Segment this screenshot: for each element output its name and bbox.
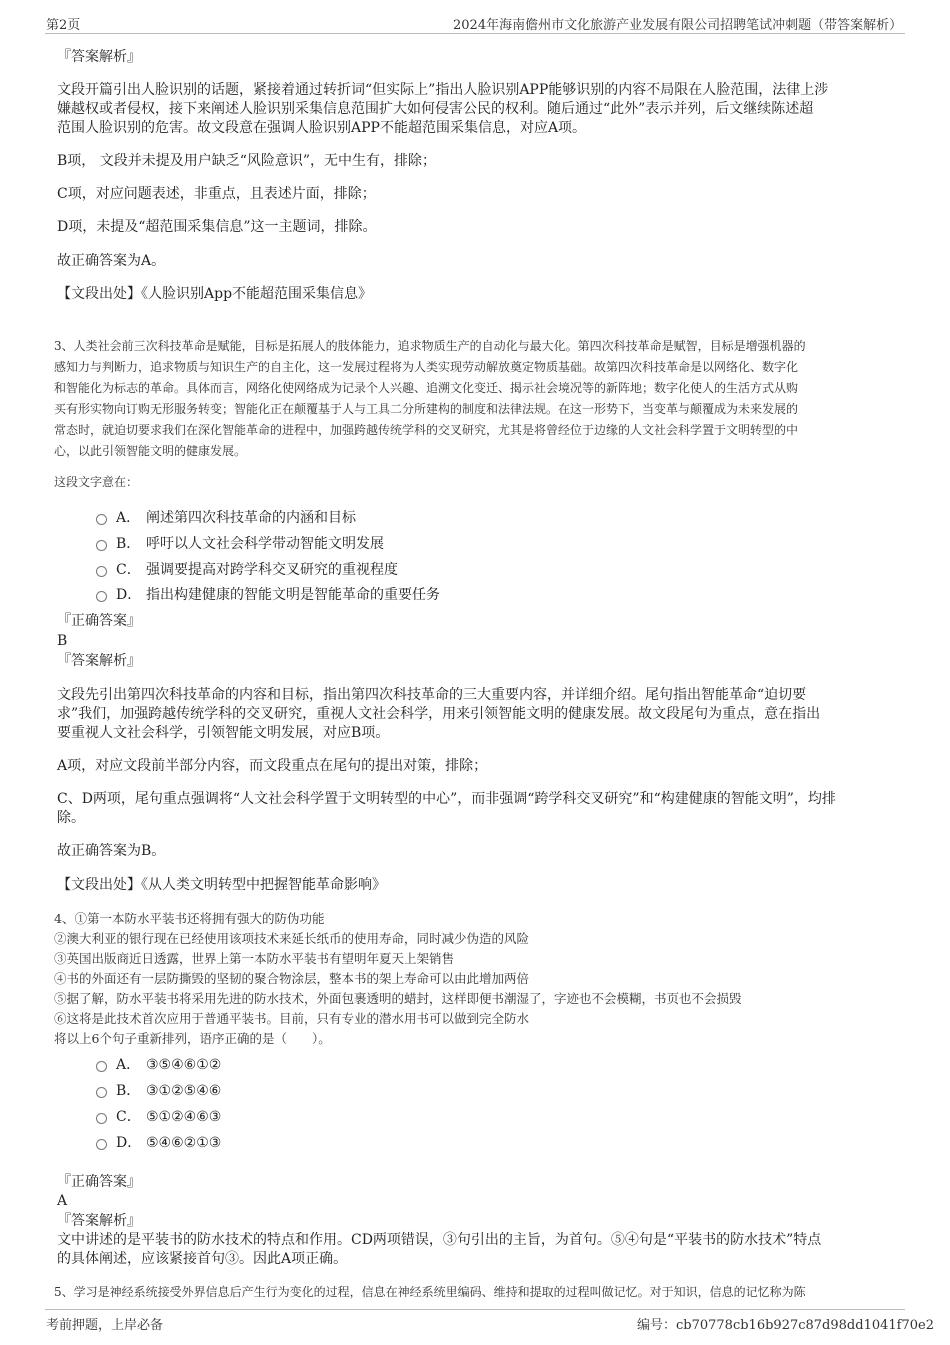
q2-source: 【文段出处】《人脸识别App不能超范围采集信息》 (57, 286, 373, 302)
q3-answer-label: 『正确答案』 (57, 613, 141, 629)
q3-stem-line: 买有形实物向订购无形服务转变；智能化正在颠覆基于人与工具二分所建构的制度和法律法规。在这一形势下，当变革与颠覆成为未来发展的 (54, 402, 799, 416)
q4-answer: A (57, 1193, 68, 1209)
option-text: 呼吁以人文社会科学带动智能文明发展 (146, 536, 384, 552)
q3-analysis-cd-line-1: C、D两项，尾句重点强调将“人文社会科学置于文明转型的中心”，而非强调“跨学科交叉研究”和“构建健康的智能文明”，均排 (57, 791, 836, 807)
radio-icon[interactable] (96, 566, 107, 577)
radio-icon[interactable] (96, 514, 107, 525)
q4-option-b[interactable] (96, 1080, 221, 1100)
q3-answer: B (57, 633, 68, 649)
radio-icon[interactable] (96, 591, 107, 602)
q3-conclusion: 故正确答案为B。 (57, 843, 166, 859)
document-id: 编号：cb70778cb16b927c87d98dd1041f70e2 (637, 1318, 934, 1333)
option-letter: D． (116, 1135, 142, 1151)
option-text: ⑤①②④⑥③ (146, 1109, 222, 1125)
option-letter: B． (116, 536, 141, 552)
option-letter: B． (116, 1083, 141, 1099)
q3-option-a[interactable] (96, 507, 356, 527)
q3-stem-line: 3、人类社会前三次科技革命是赋能，目标是拓展人的肢体能力，追求物质生产的自动化与最大化。第四次科技革命是赋智，目标是增强机器的 (54, 339, 806, 353)
radio-icon[interactable] (96, 1113, 107, 1124)
option-letter: A． (116, 510, 141, 526)
radio-icon[interactable] (96, 540, 107, 551)
q3-analysis-label: 『答案解析』 (57, 653, 141, 669)
q3-option-b[interactable] (96, 533, 384, 553)
q3-source: 【文段出处】《从人类文明转型中把握智能革命影响》 (57, 877, 386, 893)
q4-question: 将以上6个句子重新排列，语序正确的是（ ）。 (54, 1031, 331, 1046)
option-text: ③①②⑤④⑥ (146, 1083, 222, 1099)
q2-analysis-c: C项，对应问题表述，非重点，且表述片面，排除； (57, 186, 376, 202)
q4-answer-label: 『正确答案』 (57, 1174, 141, 1190)
q4-option-a[interactable] (96, 1054, 221, 1074)
header-divider (45, 33, 905, 34)
option-text: 强调要提高对跨学科交叉研究的重视程度 (146, 562, 398, 578)
q2-analysis-line-3: 范围人脸识别的危害。故文段意在强调人脸识别APP不能超范围采集信息，对应A项。 (57, 120, 587, 136)
option-letter: A． (116, 1057, 141, 1073)
q5-stem-line: 5、学习是神经系统接受外界信息后产生行为变化的过程，信息在神经系统里编码、维持和提取的过程叫做记忆。对于知识，信息的记忆称为陈 (54, 1285, 806, 1299)
option-text: 阐述第四次科技革命的内涵和目标 (146, 510, 356, 526)
footer-divider (45, 1309, 905, 1310)
footer-slogan: 考前押题，上岸必备 (46, 1318, 164, 1333)
q4-analysis-line-1: 文中讲述的是平装书的防水技术的特点和作用。CD两项错误，③句引出的主旨，为首句。⑤④句是“平装书的防水技术”特点 (57, 1232, 822, 1248)
option-letter: D． (116, 587, 142, 603)
q4-sentence: ③英国出版商近日透露，世界上第一本防水平装书有望明年夏天上架销售 (54, 951, 455, 966)
q3-option-d[interactable] (96, 584, 440, 604)
q3-option-c[interactable] (96, 559, 398, 579)
q3-stem-line: 常态时，就迫切要求我们在深化智能革命的进程中，加强跨越传统学科的交叉研究，尤其是将曾经位于边缘的人文社会科学置于文明转型的中 (54, 423, 799, 437)
q3-analysis-line-2: 求”我们，加强跨越传统学科的交叉研究，重视人文社会科学，用来引领智能文明的健康发展。故文段尾句为重点，意在指出 (57, 706, 821, 722)
document-title: 2024年海南儋州市文化旅游产业发展有限公司招聘笔试冲刺题（带答案解析） (453, 18, 903, 33)
q2-analysis-line-1: 文段开篇引出人脸识别的话题，紧接着通过转折词“但实际上”指出人脸识别APP能够识别的内容不局限在人脸范围，法律上涉 (57, 82, 829, 98)
q2-conclusion: 故正确答案为A。 (57, 253, 166, 269)
q3-analysis-cd-line-2: 除。 (57, 810, 85, 826)
q3-analysis-a: A项，对应文段前半部分内容，而文段重点在尾句的提出对策，排除； (57, 758, 488, 774)
option-text: ③⑤④⑥①② (146, 1057, 222, 1073)
q4-sentence: ②澳大利亚的银行现在已经使用该项技术来延长纸币的使用寿命，同时减少伪造的风险 (54, 931, 530, 946)
option-letter: C． (116, 1109, 141, 1125)
option-text: ⑤④⑥②①③ (146, 1135, 222, 1151)
q3-stem-line: 心，以此引领智能文明的健康发展。 (54, 444, 247, 458)
q4-sentence: ⑥这将是此技术首次应用于普通平装书。目前，只有专业的潜水用书可以做到完全防水 (54, 1011, 530, 1026)
option-letter: C． (116, 562, 141, 578)
radio-icon[interactable] (96, 1139, 107, 1150)
radio-icon[interactable] (96, 1087, 107, 1098)
q3-question: 这段文字意在： (54, 475, 139, 489)
q4-analysis-label: 『答案解析』 (57, 1213, 141, 1229)
q4-sentence: ④书的外面还有一层防撕毁的坚韧的聚合物涂层，整本书的架上寿命可以由此增加两倍 (54, 971, 530, 986)
q4-sentence: 4、①第一本防水平装书还将拥有强大的防伪功能 (54, 911, 325, 926)
q2-analysis-line-2: 嫌越权或者侵权，接下来阐述人脸识别采集信息范围扩大如何侵害公民的权利。随后通过“此外”表示并列，后文继续陈述超 (57, 101, 814, 117)
q4-option-c[interactable] (96, 1106, 221, 1126)
q3-stem-line: 感知力与判断力，追求物质与知识生产的自主化，这一发展过程将为人类实现劳动解放奠定物质基础。故第四次科技革命是以网络化、数字化 (54, 360, 799, 374)
q3-analysis-line-3: 要重视人文社会科学，引领智能文明发展，对应B项。 (57, 725, 390, 741)
q4-sentence: ⑤据了解，防水平装书将采用先进的防水技术，外面包裹透明的蜡封，这样即便书潮湿了，字迹也不会模糊，书页也不会损毁 (54, 991, 742, 1006)
radio-icon[interactable] (96, 1061, 107, 1072)
q4-analysis-line-2: 的具体阐述，应该紧接首句③。因此A项正确。 (57, 1251, 348, 1267)
q3-analysis-line-1: 文段先引出第四次科技革命的内容和目标，指出第四次科技革命的三大重要内容，并详细介绍。尾句指出智能革命“迫切要 (57, 687, 807, 703)
q4-option-d[interactable] (96, 1132, 221, 1152)
q2-analysis-label: 『答案解析』 (57, 49, 141, 65)
option-text: 指出构建健康的智能文明是智能革命的重要任务 (146, 587, 440, 603)
page-number: 第2页 (46, 18, 81, 33)
q2-analysis-d: D项，未提及“超范围采集信息”这一主题词，排除。 (57, 219, 377, 235)
q3-stem-line: 和智能化为标志的革命。具体而言，网络化使网络成为记录个人兴趣、追溯文化变迁、揭示社会境况等的新阵地；数字化使人的生活方式从购 (54, 381, 799, 395)
q2-analysis-b: B项， 文段并未提及用户缺乏“风险意识”，无中生有，排除； (57, 153, 437, 169)
